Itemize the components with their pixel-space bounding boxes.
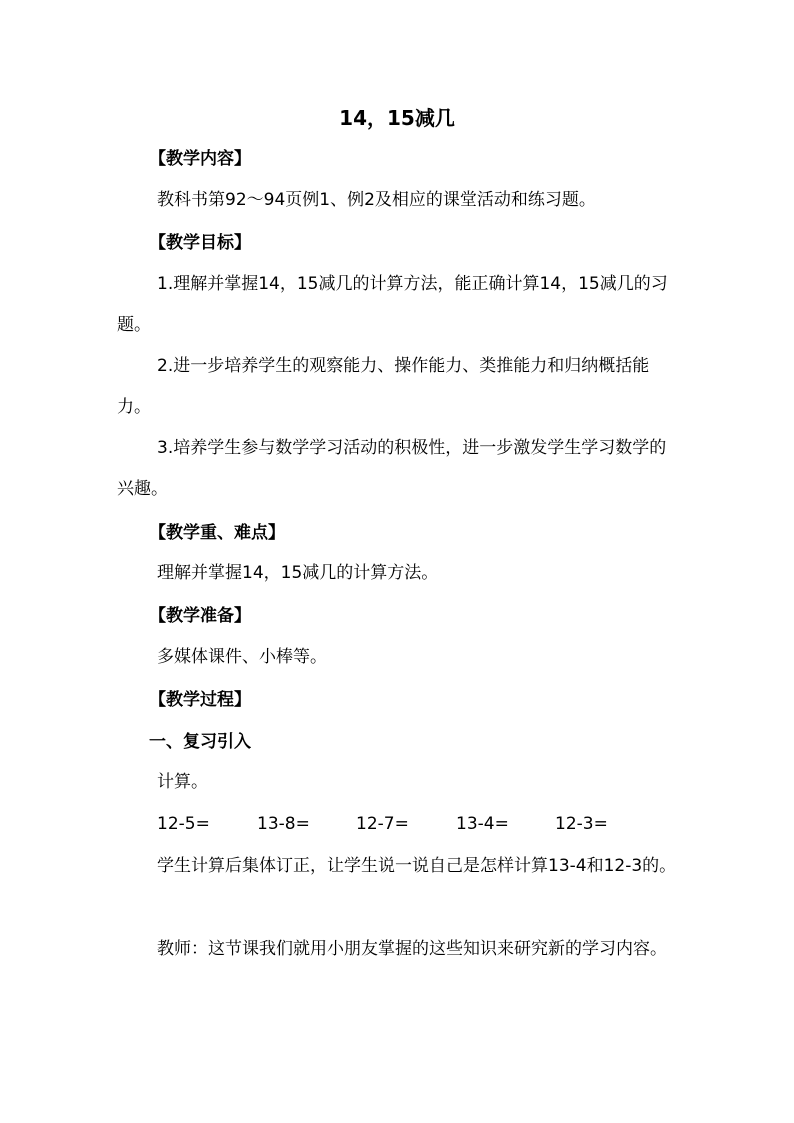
calc-label: 计算。 [157, 772, 208, 792]
objective-item-3: 3.培养学生参与数学学习活动的积极性，进一步激发学生学习数学的兴趣。 [117, 438, 667, 499]
heading-preparation: 【教学准备】 [149, 606, 251, 626]
heading-teaching-process: 【教学过程】 [149, 690, 251, 710]
document-title: 14，15减几 [339, 106, 455, 130]
process-paragraph-1: 学生计算后集体订正，让学生说一说自己是怎样计算13-4和12-3的。 [157, 856, 677, 876]
calc-item: 12-3= [555, 814, 608, 834]
process-part1-heading: 一、复习引入 [149, 732, 251, 752]
objective-item-2: 2.进一步培养学生的观察能力、操作能力、类推能力和归纳概括能力。 [117, 356, 650, 417]
preparation-text: 多媒体课件、小棒等。 [157, 647, 327, 667]
heading-teaching-content: 【教学内容】 [149, 149, 251, 169]
calc-item: 13-4= [456, 814, 509, 834]
calc-item: 13-8= [257, 814, 310, 834]
heading-teaching-objectives: 【教学目标】 [149, 233, 251, 253]
calc-item: 12-7= [356, 814, 409, 834]
process-paragraph-2: 教师：这节课我们就用小朋友掌握的这些知识来研究新的学习内容。 [157, 939, 667, 959]
objective-item-1: 1.理解并掌握14，15减几的计算方法，能正确计算14，15减几的习题。 [117, 274, 668, 335]
heading-key-points: 【教学重、难点】 [149, 523, 285, 543]
teaching-content-text: 教科书第92～94页例1、例2及相应的课堂活动和练习题。 [157, 190, 596, 210]
calc-item: 12-5= [157, 814, 210, 834]
key-points-text: 理解并掌握14，15减几的计算方法。 [157, 563, 439, 583]
